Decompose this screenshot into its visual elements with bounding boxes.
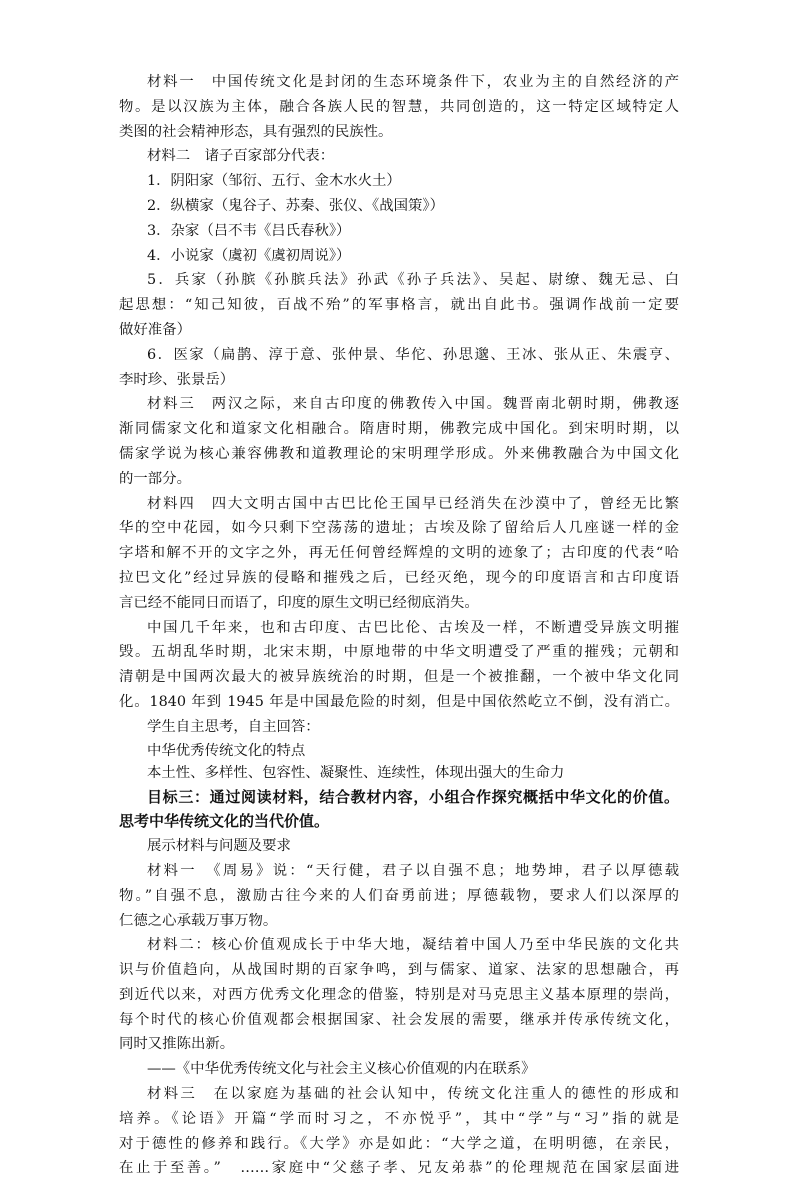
text-line: 材料一 《周易》说：“天行健，君子以自强不息；地势坤，君子以厚德载 [147,862,679,879]
text-line: ——《中华优秀传统文化与社会主义核心价值观的内在联系》 [147,1061,536,1078]
text-line: 做好准备） [119,321,191,338]
text-line: 字塔和解不开的文字之外，再无任何曾经辉煌的文明的迹象了；古印度的代表“哈 [119,545,679,562]
text-line: 5．兵家（孙膑《孙膑兵法》孙武《孙子兵法》、吴起、尉缭、魏无忌、白 [147,272,679,289]
text-line: 在止于至善。” ……家庭中“父慈子孝、兄友弟恭”的伦理规范在国家层面进 [119,1160,679,1177]
text-line: 同时又推陈出新。 [119,1036,235,1053]
text-line: 材料二：核心价值观成长于中华大地，凝结着中国人乃至中华民族的文化共 [147,937,679,954]
text-line: 材料一 中国传统文化是封闭的生态环境条件下，农业为主的自然经济的产 [147,74,679,90]
text-line: 毁。五胡乱华时期，北宋末期，中原地带的中华文明遭受了严重的摧残；元朝和 [119,644,679,661]
text-line: 中国几千年来，也和古印度、古巴比伦、古埃及一样，不断遭受异族文明摧 [147,619,679,636]
text-line: 起思想：“知己知彼，百战不殆”的军事格言，就出自此书。强调作战前一定要 [119,297,679,314]
text-line: 类图的社会精神形态，具有强烈的民族性。 [119,123,393,140]
text-line: 拉巴文化”经过异族的侵略和摧残之后，已经灭绝，现今的印度语言和古印度语 [119,569,679,586]
text-line: 1．阴阳家（邹衍、五行、金木水火土） [147,173,401,190]
text-line: 材料二 诸子百家部分代表： [147,148,335,165]
text-line: 识与价值趋向，从战国时期的百家争鸣，到与儒家、道家、法家的思想融合，再 [119,962,679,979]
text-line: 培养。《论语》开篇“学而时习之，不亦悦乎”，其中“学”与“习”指的就是 [119,1110,679,1127]
text-line: 4．小说家（虞初《虞初周说》） [147,247,351,264]
text-line: 材料四 四大文明古国中古巴比伦王国早已经消失在沙漠中了，曾经无比繁 [147,495,679,512]
text-line: 思考中华传统文化的当代价值。 [119,812,330,831]
text-line: 2．纵横家（鬼谷子、苏秦、张仪、《战国策》） [147,197,444,214]
text-line: 物。”自强不息，激励古往今来的人们奋勇前进；厚德载物，要求人们以深厚的 [119,887,679,904]
text-line: 目标三：通过阅读材料，结合教材内容，小组合作探究概括中华文化的价值。 [147,787,679,806]
text-line: 对于德性的修养和践行。《大学》亦是如此：“大学之道，在明明德，在亲民， [119,1135,679,1152]
text-line: 每个时代的核心价值观都会根据国家、社会发展的需要，继承并传承传统文化， [119,1011,679,1028]
text-line: 化。1840 年到 1945 年是中国最危险的时刻，但是中国依然屹立不倒，没有消亡。 [119,693,679,710]
text-line: 学生自主思考，自主回答： [147,718,320,735]
text-line: 的一部分。 [119,470,191,487]
text-line: 仁德之心承载万事万物。 [119,912,278,929]
document-page [119,70,679,1181]
text-line: 华的空中花园，如今只剩下空荡荡的遗址；古埃及除了留给后人几座谜一样的金 [119,520,679,537]
text-line: 材料三 两汉之际，来自古印度的佛教传入中国。魏晋南北朝时期，佛教逐 [147,396,679,413]
text-line: 6．医家（扁鹊、淳于意、张仲景、华佗、孙思邈、王冰、张从正、朱震亨、 [147,346,679,363]
text-line: 展示材料与问题及要求 [147,838,291,855]
text-line: 3．杂家（吕不韦《吕氏春秋》） [147,222,351,239]
text-line: 清朝是中国两次最大的被异族统治的时期，但是一个被推翻，一个被中华文化同 [119,669,679,686]
text-line: 本土性、多样性、包容性、凝聚性、连续性，体现出强大的生命力 [147,765,565,782]
text-line: 渐同儒家文化和道家文化相融合。隋唐时期，佛教完成中国化。到宋明时期，以 [119,421,679,438]
text-line: 言已经不能同日而语了，印度的原生文明已经彻底消失。 [119,594,479,611]
text-line: 物。是以汉族为主体，融合各族人民的智慧，共同创造的，这一特定区域特定人 [119,98,679,115]
text-line: 儒家学说为核心兼容佛教和道教理论的宋明理学形成。外来佛教融合为中国文化 [119,445,679,462]
text-line: 李时珍、张景岳） [119,371,235,388]
text-line: 材料三 在以家庭为基础的社会认知中，传统文化注重人的德性的形成和 [147,1086,679,1103]
text-line: 到近代以来，对西方优秀文化理念的借鉴，特别是对马克思主义基本原理的崇尚， [119,986,679,1003]
text-line: 中华优秀传统文化的特点 [147,742,306,759]
